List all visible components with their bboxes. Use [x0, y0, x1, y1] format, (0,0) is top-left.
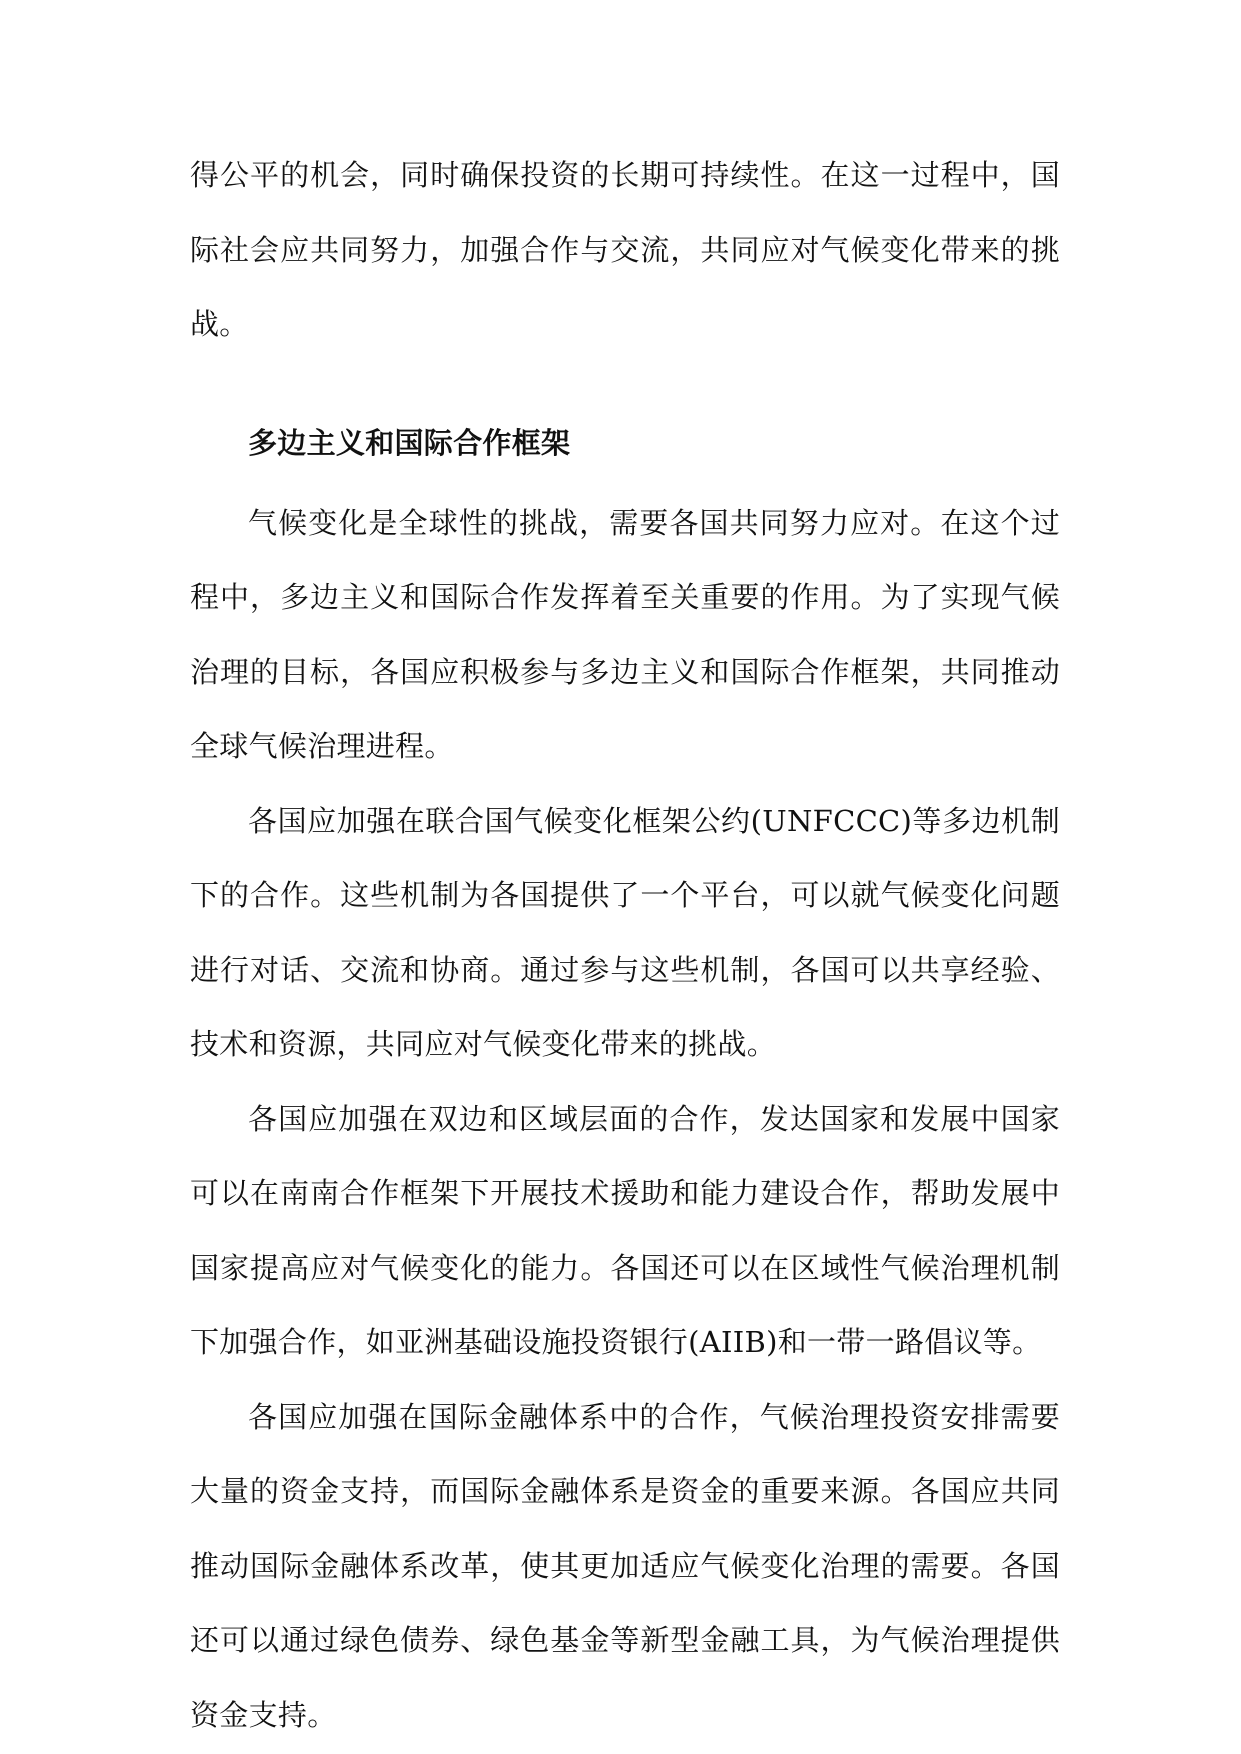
paragraph-continuation: 得公平的机会，同时确保投资的长期可持续性。在这一过程中，国际社会应共同努力，加强合作与交流，共同应对气候变化带来的挑战。 [190, 158, 1060, 341]
paragraph: 各国应加强在双边和区域层面的合作，发达国家和发展中国家可以在南南合作框架下开展技术援助和能力建设合作，帮助发展中国家提高应对气候变化的能力。各国还可以在区域性气候治理机制下加强合作，如亚洲基础设施投资银行(AIIB)和一带一路倡议等。 [190, 1101, 1060, 1359]
paragraph: 各国应加强在联合国气候变化框架公约(UNFCCC)等多边机制下的合作。这些机制为各国提供了一个平台，可以就气候变化问题进行对话、交流和协商。通过参与这些机制，各国可以共享经验、技术和资源，共同应对气候变化带来的挑战。 [190, 803, 1060, 1061]
document-body [190, 138, 1060, 1752]
section-heading: 多边主义和国际合作框架 [248, 425, 571, 460]
paragraph: 各国应加强在国际金融体系中的合作，气候治理投资安排需要大量的资金支持，而国际金融体系是资金的重要来源。各国应共同推动国际金融体系改革，使其更加适应气候变化治理的需要。各国还可以通过绿色债券、绿色基金等新型金融工具，为气候治理提供资金支持。 [190, 1399, 1060, 1732]
paragraph: 气候变化是全球性的挑战，需要各国共同努力应对。在这个过程中，多边主义和国际合作发挥着至关重要的作用。为了实现气候治理的目标，各国应积极参与多边主义和国际合作框架，共同推动全球气候治理进程。 [190, 505, 1060, 763]
